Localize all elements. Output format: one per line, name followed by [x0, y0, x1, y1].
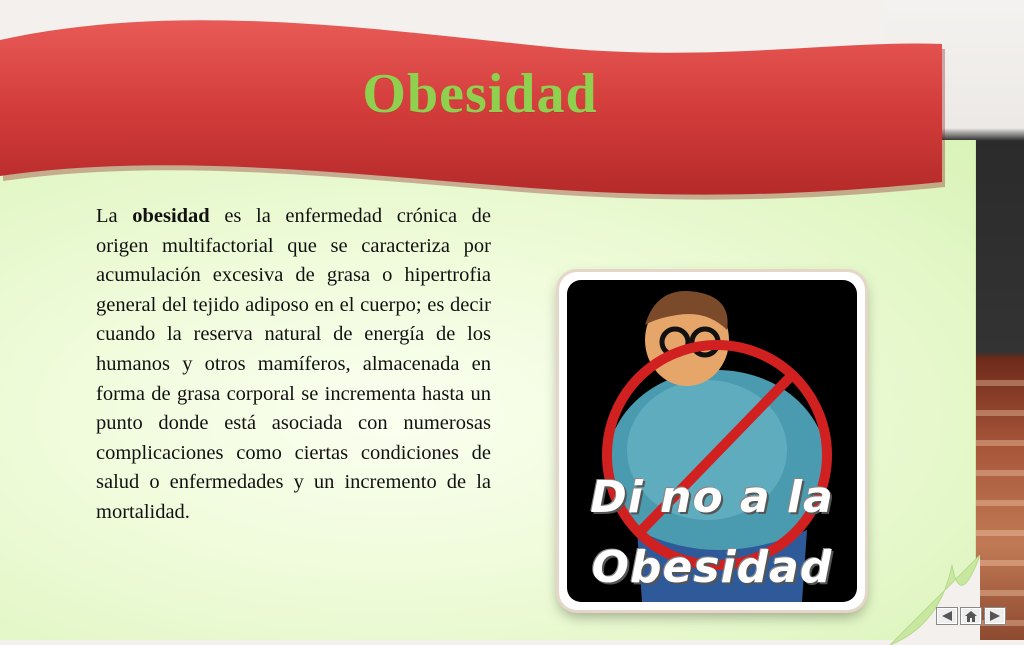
home-icon [965, 611, 977, 622]
image-caption-line2: Obesidad [591, 542, 833, 593]
triangle-right-icon [989, 611, 1001, 621]
image-caption-line1: Di no a la [590, 472, 834, 523]
image-frame [559, 272, 865, 610]
home-button[interactable] [960, 607, 982, 625]
definition-paragraph [96, 202, 491, 528]
previous-slide-button[interactable] [936, 607, 958, 625]
page-curl [890, 555, 980, 645]
slide-title: Obesidad [362, 63, 598, 125]
paragraph-rest: es la enfermedad crónica de origen multifactorial que se caracteriza por acumulación excesiva de grasa o hipertrofia general del tejido adiposo en el cuerpo; es decir cuando la reserva natural de energía de los humanos y otros mamíferos, almacenada en forma de grasa corporal se incrementa hasta un punto donde está asociada con numerosas complicaciones como ciertas condiciones de salud o enfermedades y un incremento de la mortalidad. [96, 205, 491, 523]
no-obesity-image [567, 280, 857, 602]
paragraph-intro: La [96, 205, 133, 227]
next-slide-button[interactable] [984, 607, 1006, 625]
paragraph-bold-term: obesidad [132, 205, 210, 227]
triangle-left-icon [941, 611, 953, 621]
slide-navigation [936, 607, 1006, 625]
